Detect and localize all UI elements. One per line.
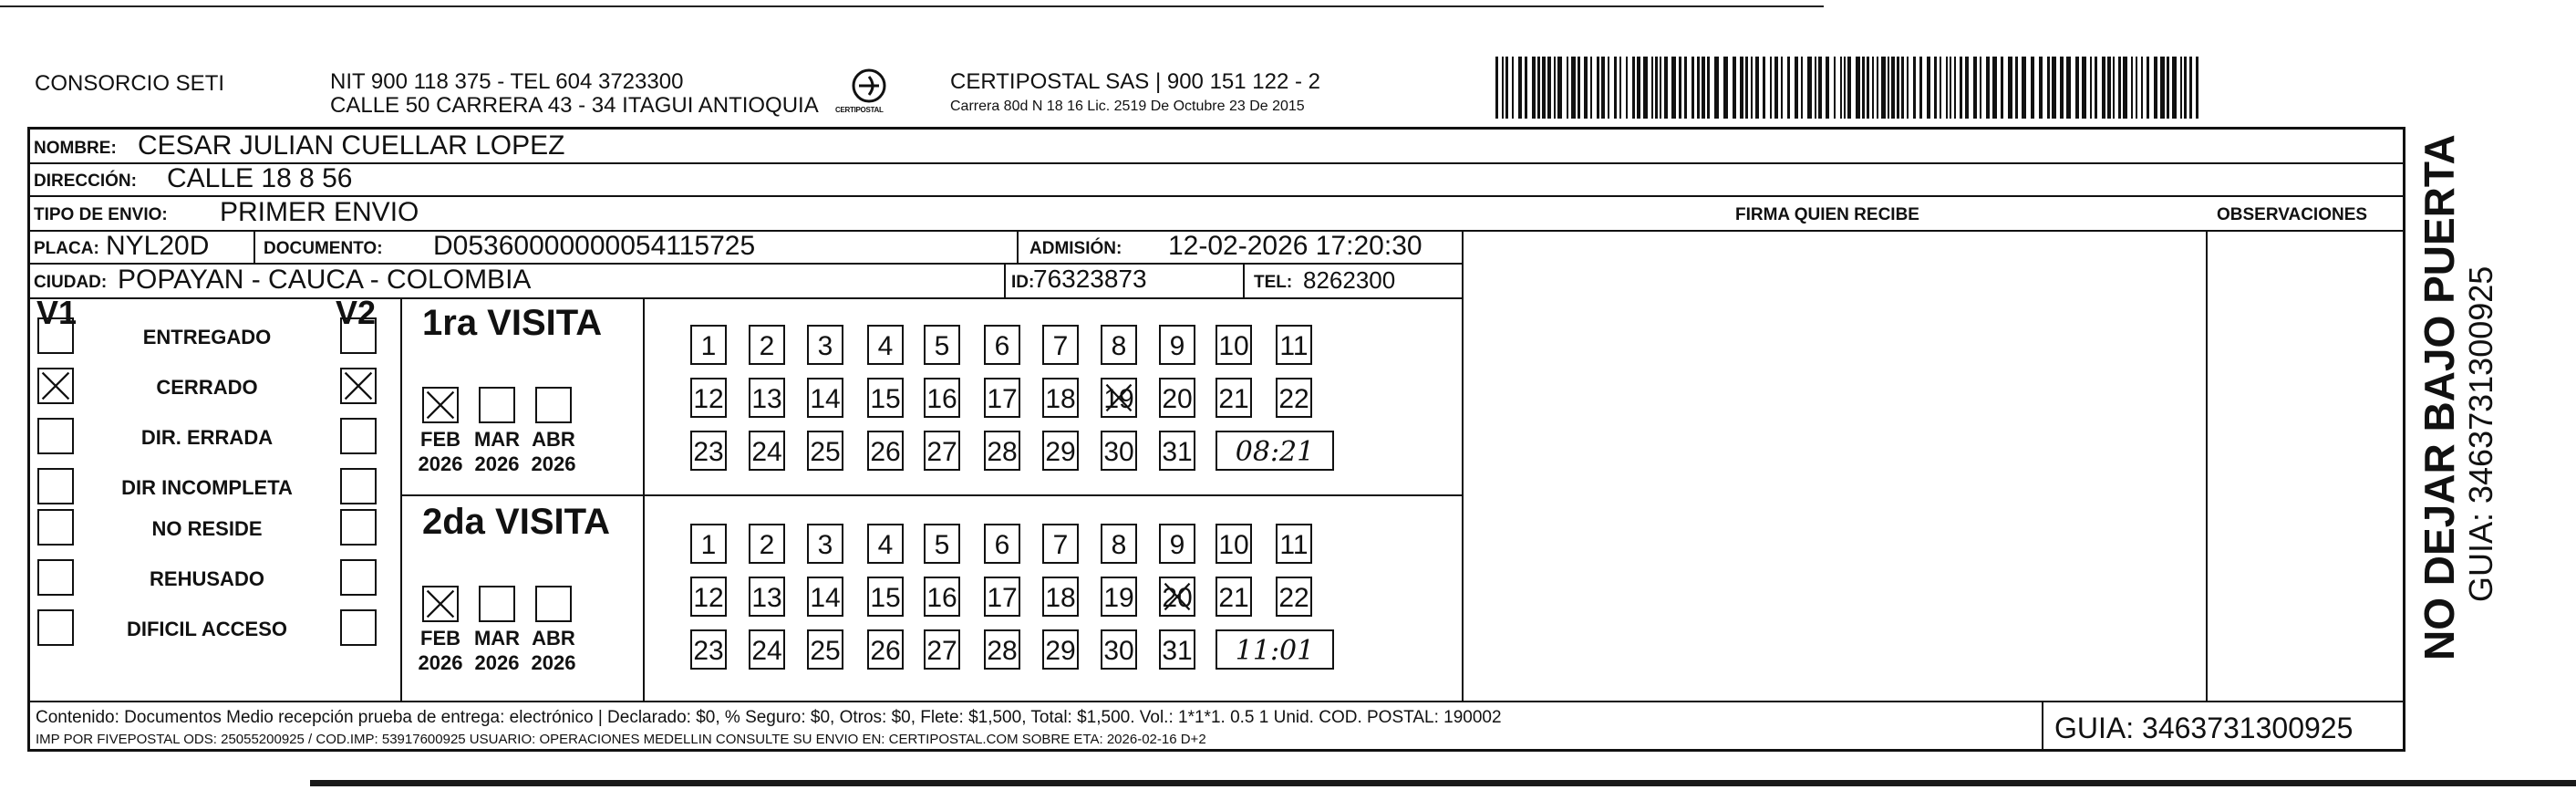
first-month-label: ABR 2026 [531,428,576,475]
v2-checkbox [340,609,377,646]
status-label: NO RESIDE [151,517,263,540]
first-day-box: 12 [690,378,727,418]
first-day-box: 11 [1276,325,1312,365]
direccion-label: DIRECCIÓN: [34,172,137,191]
first-day-box: 2 [749,325,785,365]
first-day-box: 30 [1101,431,1137,471]
admision-value: 12-02-2026 17:20:30 [1168,231,1422,261]
first-day-box: 1 [690,325,727,365]
first-month-checkbox [535,387,572,423]
second-day-box: 24 [749,629,785,670]
first-day-box: 24 [749,431,785,471]
second-month-label: ABR 2026 [531,627,576,674]
imp-text: IMP POR FIVEPOSTAL ODS: 25055200925 / COD.IMP: 53917600925 USUARIO: OPERACIONES MEDELLIN CONSULTE SU ENVIO EN: CERTIPOSTAL.COM SOBRE ETA: 2026-02-16 D+2 [36,732,1206,747]
status-label: REHUSADO [150,567,264,590]
no-dejar-warning: NO DEJAR BAJO PUERTA [2416,134,2463,660]
second-day-box: 26 [867,629,904,670]
second-day-box: 25 [807,629,843,670]
first-day-box: 8 [1101,325,1137,365]
admision-label: ADMISIÓN: [1029,239,1122,258]
firma-label: FIRMA QUIEN RECIBE [1735,205,1919,224]
v1-checkbox [37,559,74,596]
v1-checkbox [37,468,74,504]
second-day-box: 21 [1216,577,1252,617]
status-label: DIFICIL ACCESO [126,618,287,640]
first-day-box: 21 [1216,378,1252,418]
second-day-box: 3 [807,524,843,564]
tipo-value: PRIMER ENVIO [220,197,419,227]
second-time-box: 11:01 [1216,629,1334,670]
first-day-box: 15 [867,378,904,418]
first-day-box: 5 [924,325,960,365]
tipo-label: TIPO DE ENVIO: [34,205,168,224]
first-day-box: 19 [1101,378,1137,418]
second-day-box: 14 [807,577,843,617]
second-day-box: 22 [1276,577,1312,617]
first-day-box: 31 [1159,431,1195,471]
second-day-box: 23 [690,629,727,670]
ciudad-label: CIUDAD: [34,273,108,292]
tel-label: TEL: [1254,273,1293,292]
second-day-box: 27 [924,629,960,670]
second-month-checkbox [479,586,515,622]
first-day-box: 27 [924,431,960,471]
first-day-box: 17 [984,378,1020,418]
first-day-box: 18 [1042,378,1079,418]
id-label: ID: [1011,273,1035,292]
second-day-box: 20 [1159,577,1195,617]
first-day-box: 3 [807,325,843,365]
second-day-box: 10 [1216,524,1252,564]
first-month-label: FEB 2026 [418,428,463,475]
carrier-line: CERTIPOSTAL SAS | 900 151 122 - 2 [950,69,1320,94]
first-day-box: 7 [1042,325,1079,365]
guia-vertical: GUIA: 3463731300925 [2462,265,2499,602]
second-day-box: 4 [867,524,904,564]
second-day-box: 17 [984,577,1020,617]
second-month-label: FEB 2026 [418,627,463,674]
documento-label: DOCUMENTO: [264,239,383,258]
top-rule [0,5,1824,7]
first-day-box: 22 [1276,378,1312,418]
second-day-box: 13 [749,577,785,617]
v2-checkbox [340,368,377,404]
status-label: DIR. ERRADA [140,426,274,449]
first-time-box: 08:21 [1216,431,1334,471]
certipostal-logo [837,66,901,120]
v1-checkbox [37,509,74,546]
v1-label: V1 [36,294,78,331]
v1-checkbox [37,368,74,404]
direccion-value: CALLE 18 8 56 [167,163,353,193]
v1-checkbox [37,609,74,646]
carrier-license: Carrera 80d N 18 16 Lic. 2519 De Octubre 23 De 2015 [950,99,1305,114]
tel-value: 8262300 [1303,266,1396,294]
second-day-box: 18 [1042,577,1079,617]
nit-line: NIT 900 118 375 - TEL 604 3723300 [330,69,684,94]
v2-checkbox [340,468,377,504]
observaciones-label: OBSERVACIONES [2217,205,2368,224]
status-label: CERRADO [156,376,258,399]
second-day-box: 15 [867,577,904,617]
second-day-box: 8 [1101,524,1137,564]
first-month-checkbox [422,387,459,423]
placa-value: NYL20D [106,231,210,261]
first-day-box: 28 [984,431,1020,471]
shipping-label-frame [27,127,2405,752]
documento-value: D05360000000054115725 [433,231,756,261]
first-day-box: 4 [867,325,904,365]
second-month-checkbox [535,586,572,622]
first-visit-title: 1ra VISITA [422,303,603,343]
nombre-label: NOMBRE: [34,139,117,158]
second-day-box: 11 [1276,524,1312,564]
second-day-box: 6 [984,524,1020,564]
first-day-box: 29 [1042,431,1079,471]
v1-checkbox [37,418,74,454]
second-day-box: 31 [1159,629,1195,670]
v1-checkbox [37,317,74,354]
second-day-box: 19 [1101,577,1137,617]
second-day-box: 2 [749,524,785,564]
v2-checkbox [340,509,377,546]
second-day-box: 9 [1159,524,1195,564]
first-day-box: 26 [867,431,904,471]
v2-checkbox [340,317,377,354]
first-day-box: 9 [1159,325,1195,365]
second-day-box: 29 [1042,629,1079,670]
logo-text: CERTIPOSTAL [835,106,884,114]
id-value: 76323873 [1033,265,1147,293]
second-month-label: MAR 2026 [473,627,521,674]
first-day-box: 23 [690,431,727,471]
first-month-checkbox [479,387,515,423]
second-day-box: 30 [1101,629,1137,670]
second-month-checkbox [422,586,459,622]
first-month-label: MAR 2026 [473,428,521,475]
status-label: ENTREGADO [142,326,272,348]
first-day-box: 10 [1216,325,1252,365]
ciudad-value: POPAYAN - CAUCA - COLOMBIA [118,265,532,295]
status-label: DIR INCOMPLETA [121,476,293,499]
first-day-box: 25 [807,431,843,471]
second-visit-title: 2da VISITA [422,502,610,542]
nombre-value: CESAR JULIAN CUELLAR LOPEZ [138,130,565,161]
v2-label: V2 [336,294,377,331]
v2-checkbox [340,559,377,596]
barcode-icon [1495,57,2200,119]
first-day-box: 13 [749,378,785,418]
first-day-box: 6 [984,325,1020,365]
v2-checkbox [340,418,377,454]
second-day-box: 16 [924,577,960,617]
contenido-text: Contenido: Documentos Medio recepción prueba de entrega: electrónico | Declarado: $0, % Seguro: $0, Otros: $0, Flete: $1,500, Total: $1,500. Vol.: 1*1*1. 0.5 1 Unid. COD. POSTAL: 190002 [36,708,1502,727]
first-day-box: 20 [1159,378,1195,418]
second-day-box: 12 [690,577,727,617]
second-day-box: 1 [690,524,727,564]
placa-label: PLACA: [34,239,99,258]
company-name: CONSORCIO SETI [35,71,225,96]
second-day-box: 7 [1042,524,1079,564]
guia-footer: GUIA: 3463731300925 [2054,712,2354,744]
second-day-box: 28 [984,629,1020,670]
address-line: CALLE 50 CARRERA 43 - 34 ITAGUI ANTIOQUIA [330,93,819,118]
bottom-rule [310,780,2576,786]
first-day-box: 14 [807,378,843,418]
second-day-box: 5 [924,524,960,564]
first-day-box: 16 [924,378,960,418]
